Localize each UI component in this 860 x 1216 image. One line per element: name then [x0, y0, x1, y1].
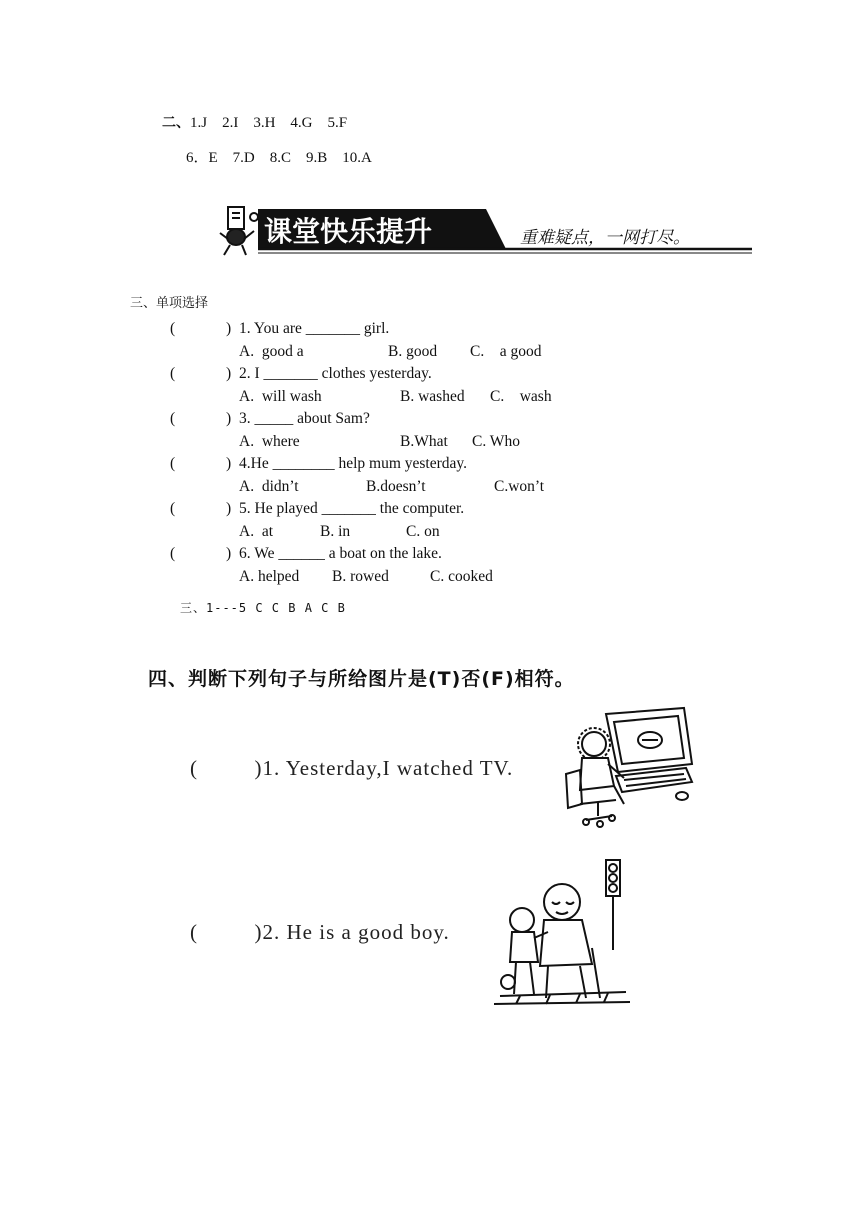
question-1-option-a: A. good a	[239, 343, 304, 360]
question-3-option-c: C. Who	[472, 433, 520, 450]
question-1-paren-close: )	[226, 320, 232, 337]
section3-answers: 三、1---5 C C B A C B	[180, 601, 346, 615]
section2-answers-line1	[162, 112, 347, 132]
judge-item-1-text: 1. Yesterday,I watched TV.	[262, 756, 514, 780]
question-3-option-b: B.What	[400, 433, 448, 450]
question-4-option-b: B.doesn’t	[366, 478, 426, 495]
judge-item-2	[190, 920, 450, 945]
judge-item-2-text: 2. He is a good boy.	[262, 920, 450, 944]
mascot-icon	[220, 207, 258, 255]
banner-slogan: 重难疑点，一网打尽。	[520, 228, 690, 248]
question-5-option-c: C. on	[406, 523, 440, 540]
question-3-option-a: A. where	[239, 433, 300, 450]
question-6-stem: 6. We ______ a boat on the lake.	[239, 545, 442, 562]
judge-item-1-paren-open: (	[190, 756, 198, 780]
question-3-paren-open: (	[170, 410, 176, 427]
question-5-option-a: A. at	[239, 523, 274, 540]
boy-helping-grandpa-illustration	[490, 858, 636, 1010]
question-5-paren-open: (	[170, 500, 176, 517]
banner-graphic	[214, 203, 752, 259]
question-4-option-a: A. didn’t	[239, 478, 299, 495]
question-6-option-b: B. rowed	[332, 568, 389, 585]
question-6-paren-close: )	[226, 545, 232, 562]
section2-answers-text1: 1.J 2.I 3.H 4.G 5.F	[190, 115, 348, 131]
question-5-paren-close: )	[226, 500, 232, 517]
section4-heading: 四、判断下列句子与所给图片是(T)否(F)相符。	[148, 668, 575, 690]
judge-item-2-paren-open: (	[190, 920, 198, 944]
question-6-paren-open: (	[170, 545, 176, 562]
question-6-option-a: A. helped	[239, 568, 300, 585]
question-6-option-c: C. cooked	[430, 568, 493, 585]
question-2-stem: 2. I _______ clothes yesterday.	[239, 365, 432, 382]
section3-heading: 三、单项选择	[130, 296, 209, 311]
banner-title: 课堂快乐提升	[264, 215, 433, 248]
question-4-paren-close: )	[226, 455, 232, 472]
question-2-paren-open: (	[170, 365, 176, 382]
judge-item-2-paren-close: )	[254, 920, 263, 944]
question-1-option-c: C. a good	[470, 343, 542, 360]
section2-answers-line2: 6．E 7.D 8.C 9.B 10.A	[186, 150, 372, 166]
question-3-paren-close: )	[226, 410, 232, 427]
section-banner	[214, 203, 752, 259]
question-2-paren-close: )	[226, 365, 232, 382]
question-5-option-b: B. in	[320, 523, 351, 540]
question-4-stem: 4.He ________ help mum yesterday.	[239, 455, 468, 472]
judge-item-1	[190, 756, 513, 781]
question-2-option-c: C. wash	[490, 388, 552, 405]
question-2-option-b: B. washed	[400, 388, 465, 405]
question-1-stem: 1. You are _______ girl.	[239, 320, 390, 337]
question-3-stem: 3. _____ about Sam?	[239, 410, 370, 427]
judge-item-1-paren-close: )	[254, 756, 263, 780]
question-4-paren-open: (	[170, 455, 176, 472]
question-4-option-c: C.won’t	[494, 478, 545, 495]
question-1-option-b: B. good	[388, 343, 438, 360]
question-2-option-a: A. will wash	[239, 388, 322, 405]
section2-prefix: 二、	[162, 115, 190, 131]
child-computer-illustration	[558, 704, 698, 832]
question-5-stem: 5. He played _______ the computer.	[239, 500, 465, 517]
question-1-paren-open: (	[170, 320, 176, 337]
